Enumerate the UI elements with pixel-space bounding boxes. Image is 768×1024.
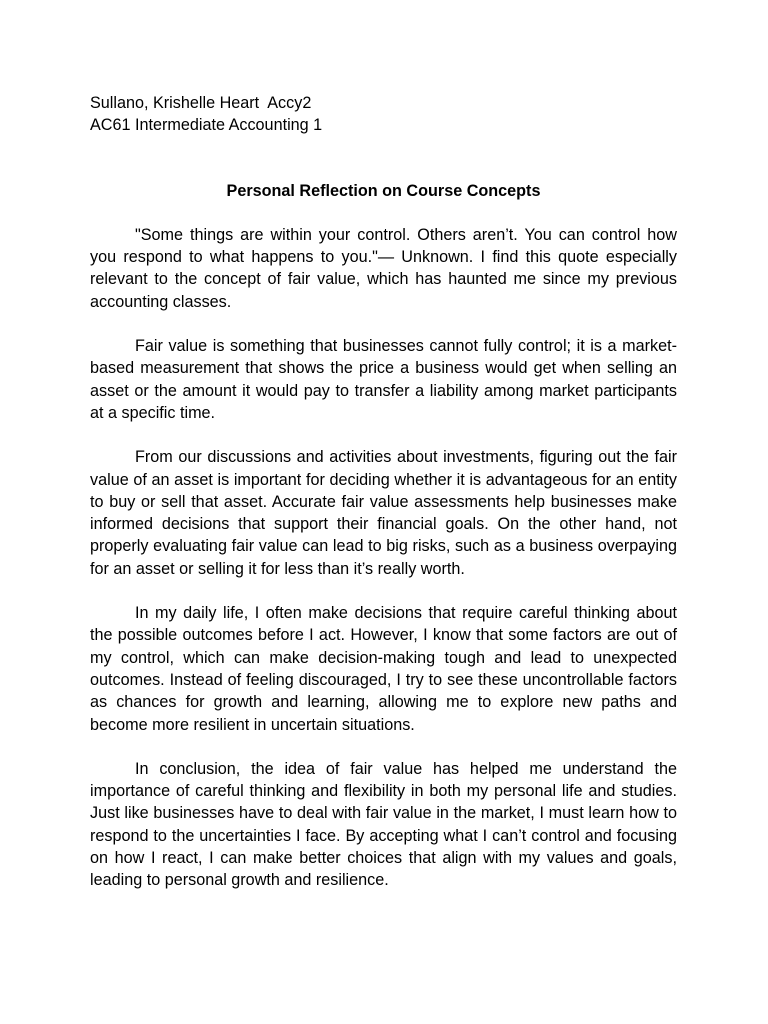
document-title: Personal Reflection on Course Concepts xyxy=(226,181,541,200)
course-line: AC61 Intermediate Accounting 1 xyxy=(90,116,323,135)
paragraph-daily-life: In my daily life, I often make decisions that require careful thinking about the possible outcomes before I act. However, I know that some factors are out of my control, which can make decision-making tough and lead to unexpected outcomes. Instead of feeling discouraged, I try to see these uncontrollable factors as chances for growth and learning, allowing me to explore new paths and become more resilient in uncertain situations. xyxy=(90,604,677,734)
paragraph-investments: From our discussions and activities about investments, figuring out the fair value of an asset is important for deciding whether it is advantageous for an entity to buy or sell that asset. Accurate fair value assessments help businesses make informed decisions that support their financial goals. On the other hand, not properly evaluating fair value can lead to big risks, such as a business overpaying for an asset or selling it for less than it’s really worth. xyxy=(90,448,677,578)
paragraph-quote: "Some things are within your control. Others aren’t. You can control how you respond to what happens to you."— Unknown. I find this quote especially relevant to the concept of fair value, which has haunted me since my previous accounting classes. xyxy=(90,225,677,311)
author-line: Sullano, Krishelle Heart Accy2 xyxy=(90,94,312,112)
document-page xyxy=(90,92,677,892)
paragraph-conclusion: In conclusion, the idea of fair value has helped me understand the importance of careful thinking and flexibility in both my personal life and studies. Just like businesses have to deal with fair value in the market, I must learn how to respond to the uncertainties I face. By accepting what I can’t control and focusing on how I react, I can make better choices that align with my values and goals, leading to personal growth and resilience. xyxy=(90,759,677,890)
paragraph-fair-value-definition: Fair value is something that businesses cannot fully control; it is a market-based measurement that shows the price a business would get when selling an asset or the amount it would pay to transfer a liability among market participants at a specific time. xyxy=(90,337,677,422)
